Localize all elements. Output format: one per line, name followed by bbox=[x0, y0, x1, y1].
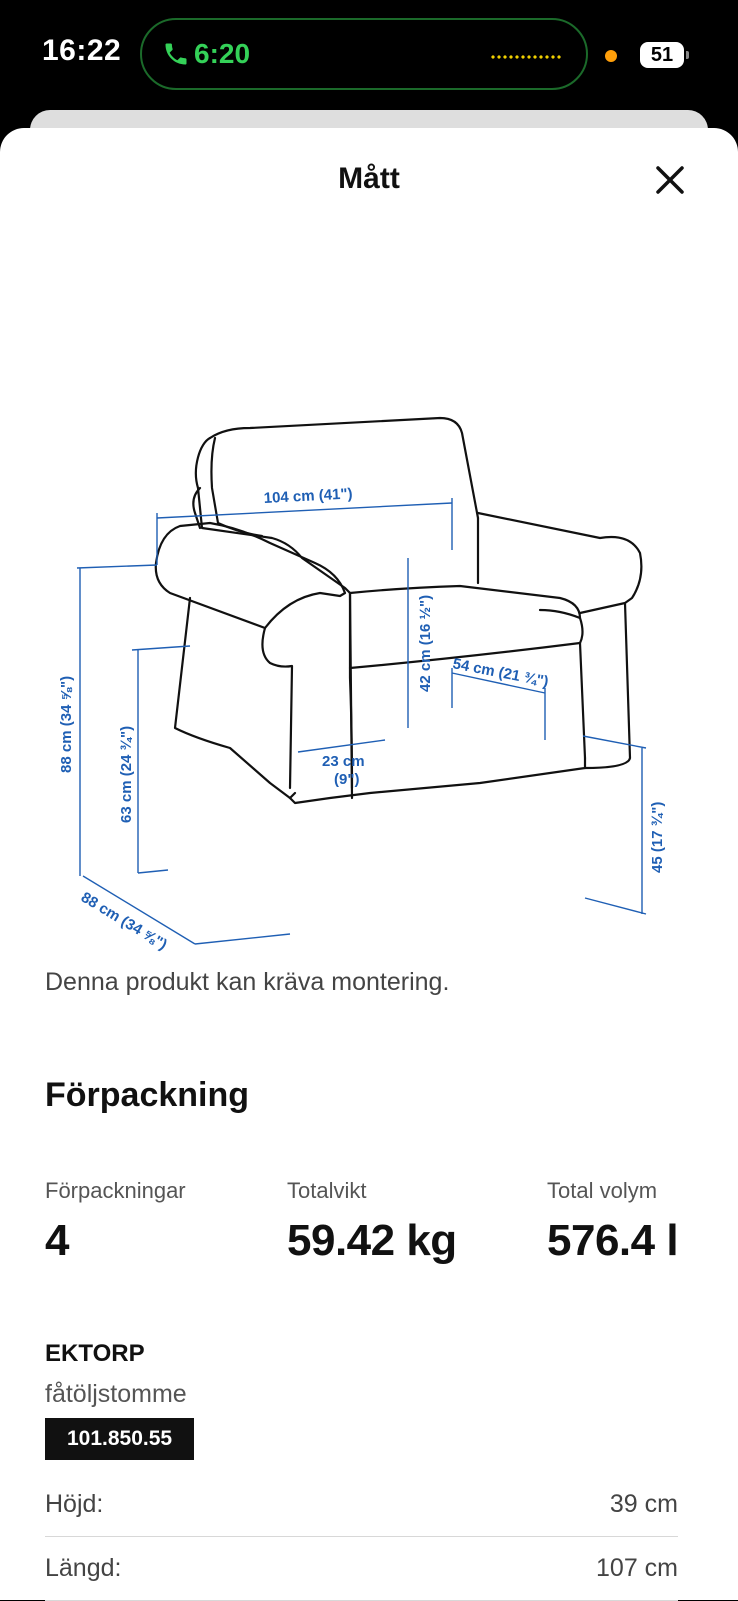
dimension-width: 104 cm (41") bbox=[263, 485, 353, 507]
status-time: 16:22 bbox=[42, 34, 122, 67]
dimensions-sheet bbox=[0, 128, 738, 1600]
stat-volume-value: 576.4 l bbox=[547, 1216, 679, 1265]
armchair-outline bbox=[156, 418, 642, 803]
product-description: fåtöljstomme bbox=[45, 1380, 187, 1408]
armchair-dimension-drawing bbox=[40, 328, 698, 954]
stat-weight-label: Totalvikt bbox=[287, 1178, 367, 1203]
dimension-seat-depth: 54 cm (21 ¾") bbox=[451, 655, 550, 691]
call-duration: 6:20 bbox=[194, 38, 251, 69]
dimension-seat-height: 45 (17 ¾") bbox=[649, 801, 666, 873]
packaging-title: Förpackning bbox=[45, 1076, 250, 1114]
article-number-badge: 101.850.55 bbox=[45, 1418, 194, 1460]
battery-icon: 51 bbox=[640, 42, 684, 68]
assembly-note: Denna produkt kan kräva montering. bbox=[45, 968, 450, 996]
spec-value: 39 cm bbox=[609, 1490, 678, 1518]
battery-tip bbox=[686, 51, 689, 59]
product-name: EKTORP bbox=[45, 1340, 145, 1367]
status-bar bbox=[0, 0, 738, 112]
dimension-lines bbox=[77, 498, 646, 944]
dimension-total-height: 88 cm (34 ⅝") bbox=[58, 675, 75, 773]
spec-row-length bbox=[45, 1538, 678, 1601]
mic-indicator-icon bbox=[605, 50, 617, 62]
audio-wave-icon bbox=[490, 54, 562, 60]
spec-key: Höjd: bbox=[45, 1490, 104, 1518]
dimension-back-height: 42 cm (16 ½") bbox=[417, 594, 434, 692]
active-call-pill[interactable] bbox=[140, 18, 588, 90]
spec-key: Längd: bbox=[45, 1554, 122, 1582]
stat-weight-value: 59.42 kg bbox=[287, 1216, 457, 1265]
close-icon[interactable] bbox=[648, 158, 692, 202]
stat-packages-label: Förpackningar bbox=[45, 1178, 186, 1203]
spec-row-height bbox=[45, 1474, 678, 1537]
dimension-arm-height: 63 cm (24 ¾") bbox=[118, 725, 135, 823]
spec-value: 107 cm bbox=[596, 1554, 678, 1582]
stat-volume-label: Total volym bbox=[547, 1178, 658, 1203]
stat-packages-value: 4 bbox=[45, 1216, 69, 1265]
dimension-depth: 88 cm (34 ⅝") bbox=[77, 888, 170, 954]
dimension-arm-width-line1: 23 cm bbox=[322, 753, 365, 770]
dimension-arm-width-line2: (9") bbox=[334, 771, 360, 788]
phone-icon bbox=[162, 40, 190, 68]
sheet-title: Mått bbox=[338, 162, 400, 195]
